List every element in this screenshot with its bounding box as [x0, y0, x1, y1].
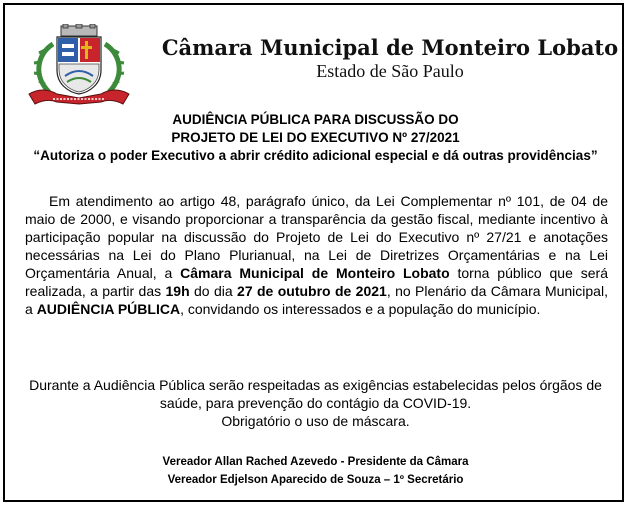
body-text: , no Plenário da Câmara Municipal, a — [25, 283, 608, 317]
page-subtitle: Estado de São Paulo — [316, 61, 464, 81]
page-title: Câmara Municipal de Monteiro Lobato — [161, 35, 619, 60]
notice-frame — [3, 3, 624, 502]
coat-of-arms-icon — [23, 24, 135, 106]
signature-secretary: Vereador Edjelson Aparecido de Souza – 1º Secretário — [167, 474, 464, 486]
body-bold-chamber: Câmara Municipal de Monteiro Lobato — [180, 265, 450, 281]
body-text: , convidando os interessados e a população do município. — [180, 301, 541, 317]
body-text: do dia — [189, 283, 238, 299]
signature-president: Vereador Allan Rached Azevedo - Presidente da Câmara — [162, 456, 469, 468]
covid-line-1: Durante a Audiência Pública serão respeitadas as exigências estabelecidas pelos órgãos de — [29, 377, 602, 393]
mask-notice: Obrigatório o uso de máscara. — [221, 413, 410, 429]
notice-body-paragraph — [25, 192, 608, 318]
covid-line-2: saúde, para prevenção do contágio da COVID-19. — [159, 395, 472, 411]
notice-heading-line-1: AUDIÊNCIA PÚBLICA PARA DISCUSSÃO DO — [172, 112, 459, 127]
notice-heading-line-3: “Autoriza o poder Executivo a abrir crédito adicional especial e dá outras providências” — [33, 148, 598, 163]
notice-heading-line-2: PROJETO DE LEI DO EXECUTIVO Nº 27/2021 — [171, 130, 460, 145]
body-bold-hearing: AUDIÊNCIA PÚBLICA — [36, 301, 181, 317]
body-bold-time: 19h — [165, 283, 190, 299]
body-bold-date: 27 de outubro de 2021 — [237, 283, 387, 299]
body-text: torna público que será realizada, a partir das — [25, 265, 608, 299]
body-text: Em atendimento ao artigo 48, parágrafo único, da Lei Complementar nº 101, de 04 de maio de 2000, e visando proporcionar a transparência da gestão fiscal, mediante incentivo à participação popular na discussão do Projeto de Lei do Executivo nº 27/21 e anotações necessárias na Lei do Plano Plurianual, na Lei de Diretrizes Orçamentárias e na Lei Orçamentária Anual, a — [25, 193, 608, 281]
